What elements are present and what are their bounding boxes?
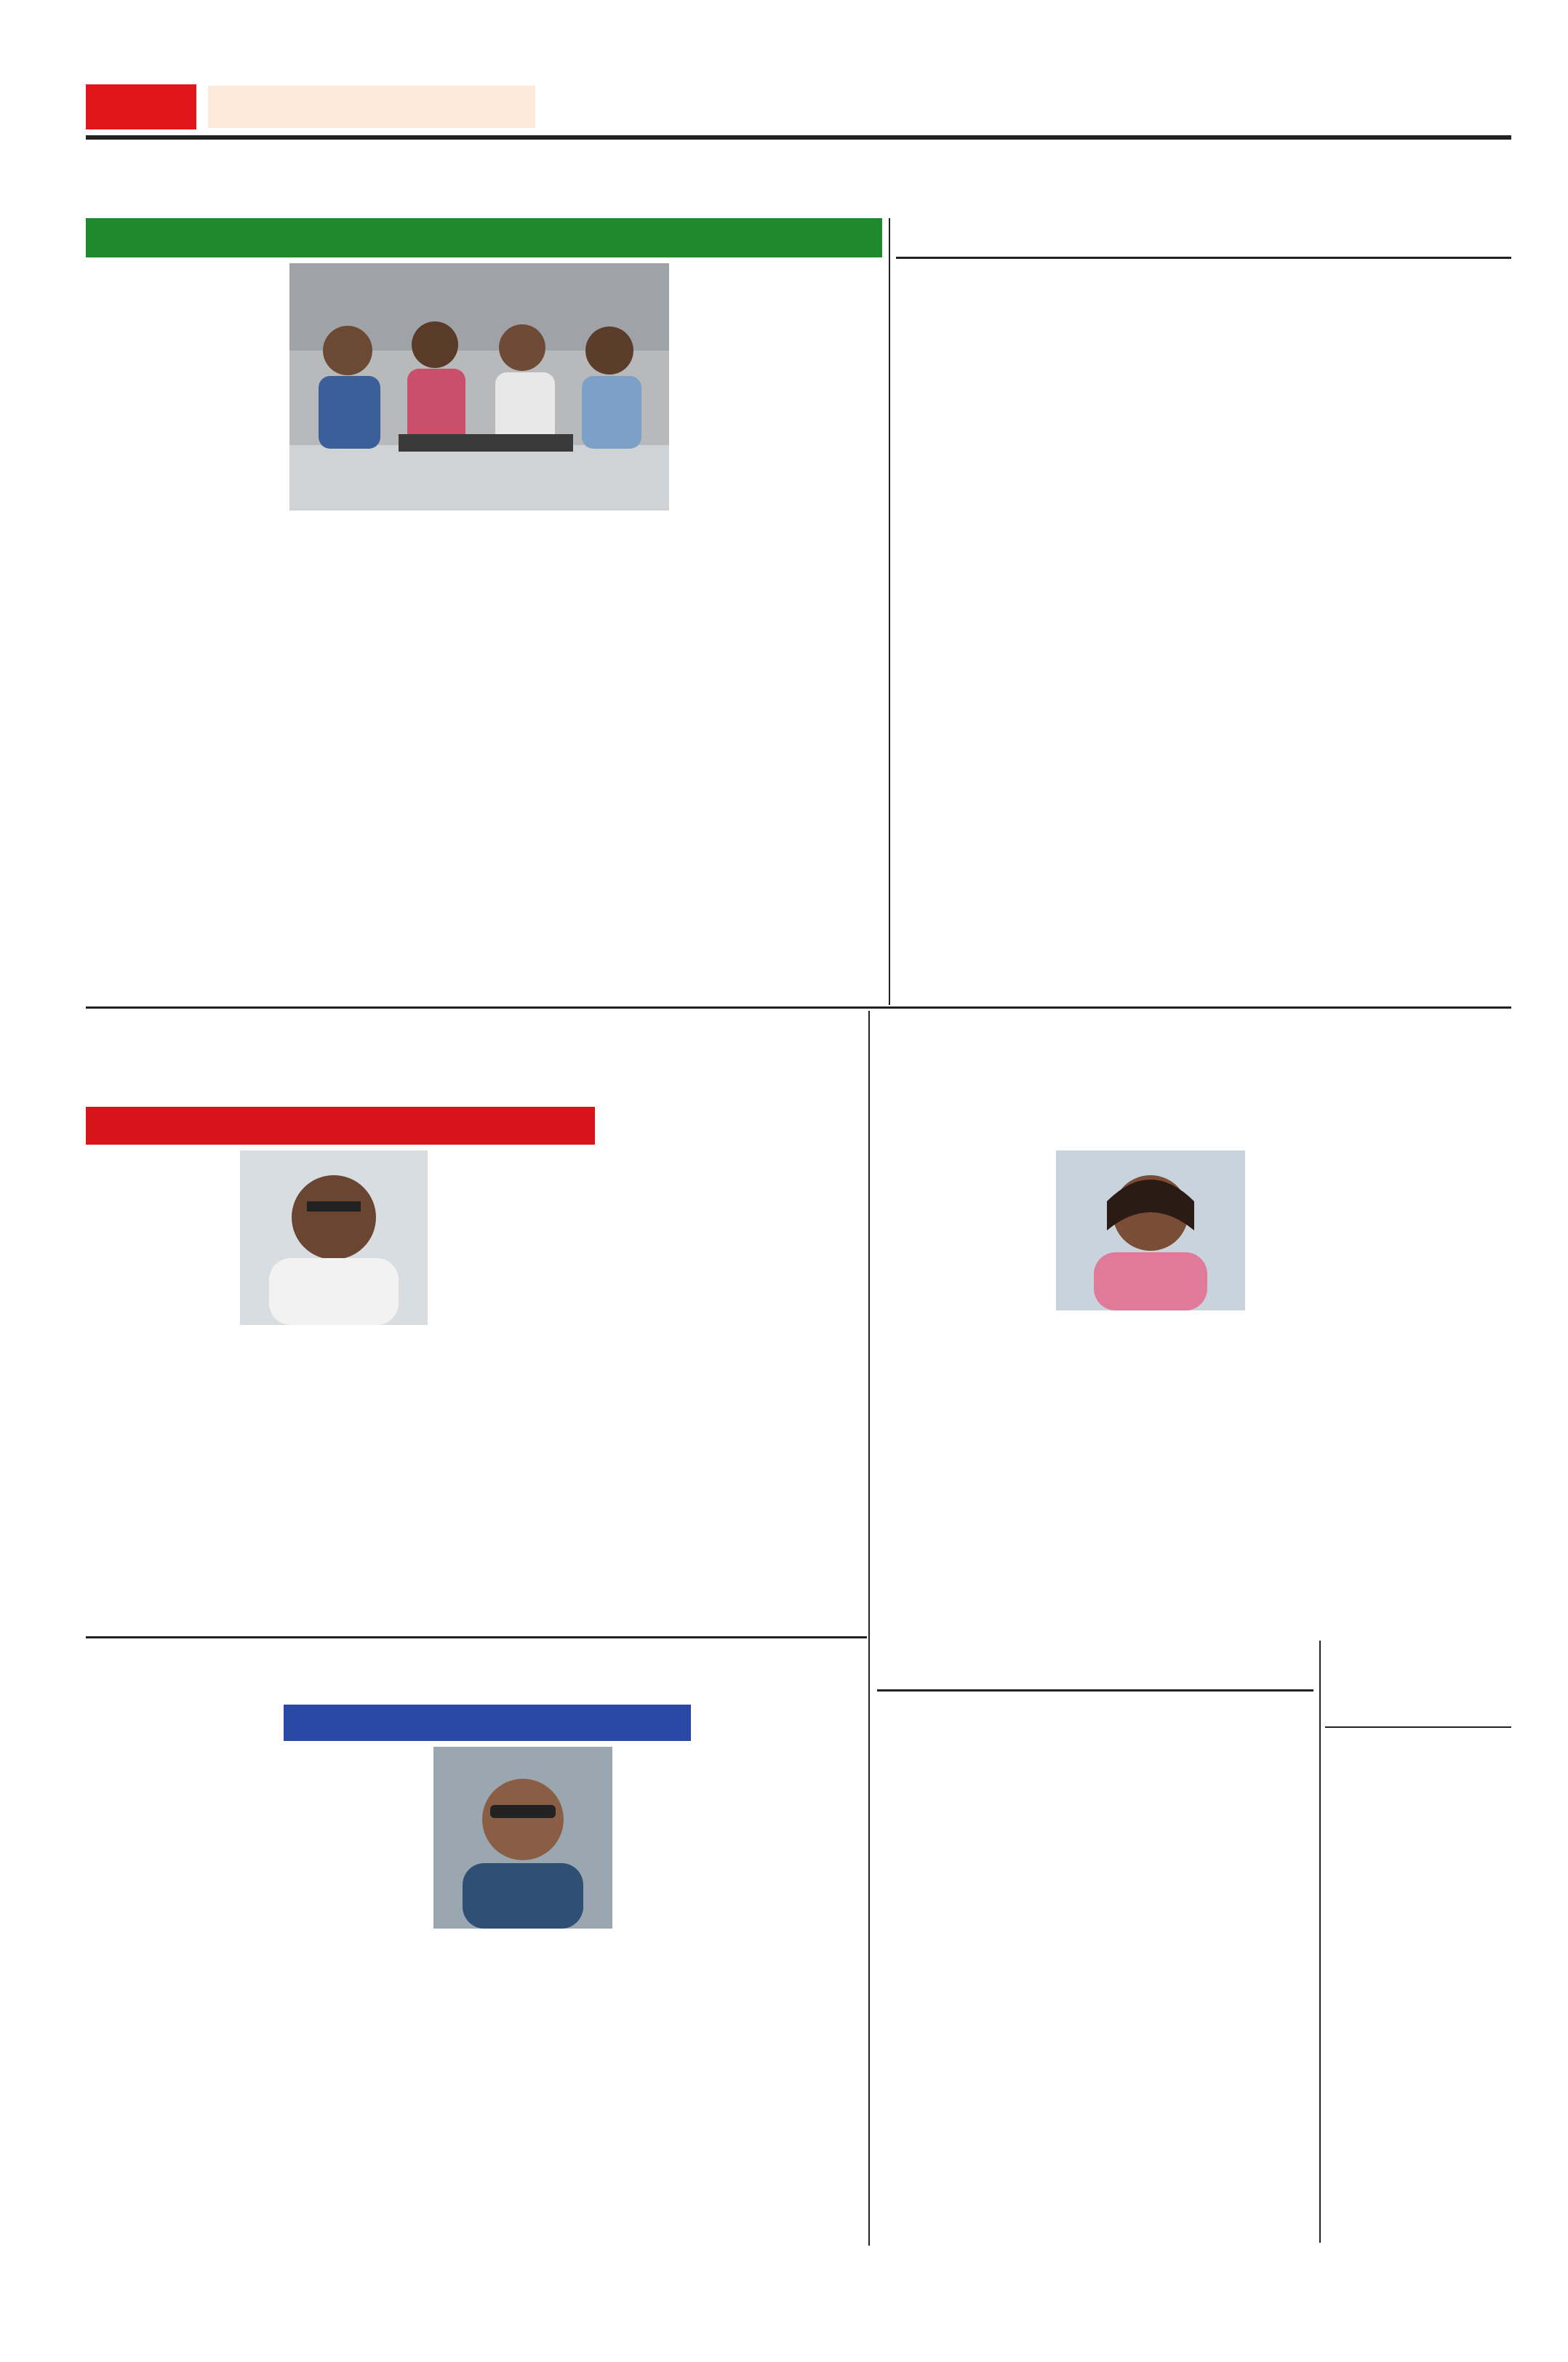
page-header — [86, 81, 1511, 132]
oil-headline — [1325, 1641, 1511, 1728]
darshan-col3 — [433, 1150, 861, 1630]
darshan-subhead — [86, 1107, 595, 1145]
neet-headline — [896, 221, 1511, 259]
lead-column-bottom — [289, 675, 882, 1004]
section-name — [208, 86, 535, 128]
press-meet-illustration — [289, 263, 669, 511]
header-rule — [86, 135, 1511, 140]
lead-column-2-top — [676, 263, 882, 669]
press-meet-photo — [289, 263, 669, 511]
darshan-col2 — [240, 1331, 428, 1630]
rgv-col3 — [618, 1747, 861, 2241]
press-meet-caption — [289, 515, 669, 669]
theft-oil-rule — [1319, 1641, 1321, 2243]
rgv-photo — [433, 1747, 612, 1929]
theft-body — [877, 1697, 1313, 2241]
darshan-kicker — [240, 1015, 764, 1049]
darshan-col1 — [86, 1150, 234, 1630]
rgv-theft-rule — [868, 1638, 870, 2246]
masthead-logo — [740, 81, 1031, 132]
row2-rule — [86, 1636, 867, 1638]
rgv-col1 — [86, 1705, 278, 2241]
row1-rule — [86, 1006, 1511, 1009]
parameshwar-portrait — [240, 1150, 428, 1325]
rgv-portrait — [433, 1747, 612, 1929]
rgv-subhead — [284, 1705, 691, 1741]
rgv-headline — [86, 1641, 864, 1699]
lead-subhead — [86, 218, 882, 257]
darshan-rahul-rule — [868, 1011, 870, 1638]
rahul-col3 — [1251, 1150, 1511, 1630]
oil-body — [1325, 1734, 1511, 2241]
neet-body — [896, 263, 1511, 1004]
lead-column-1 — [86, 263, 284, 1004]
darshan-headline — [86, 1052, 864, 1100]
lead-headline — [86, 143, 1511, 218]
priyanka-photo — [1056, 1150, 1245, 1310]
rahul-col1 — [877, 1150, 1050, 1630]
rahul-col2 — [1056, 1316, 1245, 1630]
issue-date — [1191, 87, 1511, 127]
page-number-box — [86, 84, 196, 129]
theft-headline — [877, 1641, 1313, 1692]
lead-vertical-rule — [889, 218, 890, 1005]
priyanka-portrait — [1056, 1150, 1245, 1310]
rahul-headline — [877, 1014, 1511, 1145]
rgv-col2 — [284, 1747, 428, 2241]
parameshwar-photo — [240, 1150, 428, 1325]
